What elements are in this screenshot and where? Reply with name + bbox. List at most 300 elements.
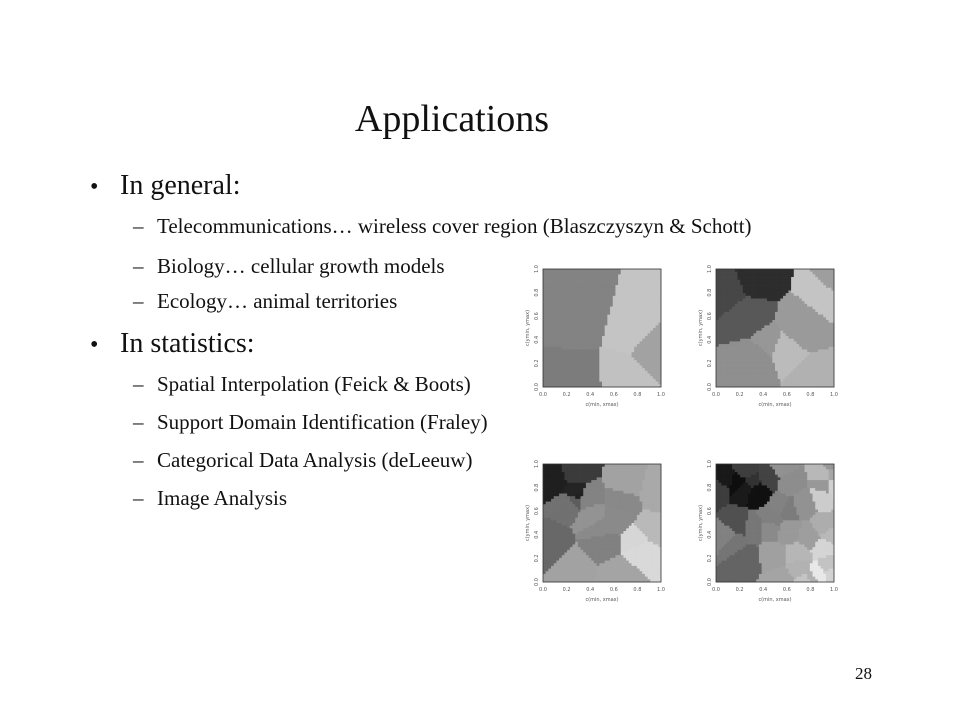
voronoi-cell: [575, 349, 578, 352]
voronoi-cell: [829, 304, 832, 307]
voronoi-cell: [586, 526, 589, 529]
voronoi-cell: [583, 293, 586, 296]
voronoi-cell: [716, 333, 719, 336]
voronoi-cell: [813, 363, 816, 366]
voronoi-cell: [591, 349, 594, 352]
voronoi-cell: [815, 269, 818, 272]
voronoi-cell: [613, 301, 616, 304]
voronoi-cell: [721, 371, 724, 374]
voronoi-cell: [546, 315, 549, 318]
voronoi-cell: [594, 523, 597, 526]
voronoi-cell: [719, 285, 722, 288]
voronoi-cell: [645, 331, 648, 334]
voronoi-cell: [578, 304, 581, 307]
voronoi-cell: [543, 366, 546, 369]
voronoi-cell: [727, 293, 730, 296]
voronoi-cell: [756, 347, 759, 350]
voronoi-cell: [754, 374, 757, 377]
voronoi-cell: [716, 341, 719, 344]
voronoi-cell: [640, 274, 643, 277]
voronoi-cell: [634, 518, 637, 521]
voronoi-cell: [610, 464, 613, 467]
voronoi-cell: [826, 352, 829, 355]
voronoi-cell: [556, 515, 559, 518]
voronoi-cell: [564, 317, 567, 320]
voronoi-cell: [751, 328, 754, 331]
voronoi-cell: [554, 347, 557, 350]
voronoi-cell: [637, 309, 640, 312]
voronoi-cell: [740, 309, 743, 312]
voronoi-cell: [748, 296, 751, 299]
voronoi-cell: [829, 282, 832, 285]
voronoi-cell: [621, 285, 624, 288]
voronoi-cell: [556, 317, 559, 320]
voronoi-cell: [802, 328, 805, 331]
voronoi-cell: [615, 507, 618, 510]
voronoi-cell: [648, 475, 651, 478]
voronoi-cell: [570, 280, 573, 283]
voronoi-cell: [796, 293, 799, 296]
voronoi-cell: [737, 317, 740, 320]
voronoi-cell: [721, 277, 724, 280]
voronoi-cell: [594, 299, 597, 302]
voronoi-cell: [656, 352, 659, 355]
voronoi-cell: [543, 312, 546, 315]
voronoi-cell: [729, 339, 732, 342]
voronoi-cell: [778, 315, 781, 318]
voronoi-cell: [591, 480, 594, 483]
voronoi-cell: [586, 323, 589, 326]
voronoi-cell: [573, 325, 576, 328]
voronoi-cell: [548, 344, 551, 347]
voronoi-cell: [724, 355, 727, 358]
voronoi-cell: [751, 349, 754, 352]
voronoi-cell: [788, 304, 791, 307]
voronoi-cell: [623, 285, 626, 288]
dash: –: [133, 289, 144, 313]
voronoi-cell: [554, 368, 557, 371]
voronoi-cell: [802, 347, 805, 350]
voronoi-cell: [764, 360, 767, 363]
voronoi-cell: [786, 296, 789, 299]
voronoi-cell: [615, 320, 618, 323]
voronoi-cell: [626, 469, 629, 472]
voronoi-cell: [591, 488, 594, 491]
voronoi-cell: [778, 333, 781, 336]
voronoi-cell: [650, 282, 653, 285]
voronoi-cell: [737, 376, 740, 379]
voronoi-cell: [607, 368, 610, 371]
voronoi-cell: [805, 344, 808, 347]
voronoi-cell: [581, 491, 584, 494]
voronoi-cell: [546, 349, 549, 352]
voronoi-cell: [554, 290, 557, 293]
voronoi-cell: [599, 363, 602, 366]
voronoi-cell: [570, 315, 573, 318]
voronoi-cell: [564, 333, 567, 336]
voronoi-cell: [764, 379, 767, 382]
voronoi-cell: [623, 282, 626, 285]
voronoi-cell: [551, 480, 554, 483]
voronoi-cell: [573, 360, 576, 363]
voronoi-cell: [543, 499, 546, 502]
voronoi-cell: [597, 360, 600, 363]
voronoi-cell: [813, 366, 816, 369]
voronoi-cell: [737, 312, 740, 315]
voronoi-cell: [650, 336, 653, 339]
voronoi-cell: [632, 523, 635, 526]
voronoi-cell: [794, 347, 797, 350]
voronoi-cell: [735, 285, 738, 288]
voronoi-cell: [743, 360, 746, 363]
voronoi-cell: [740, 371, 743, 374]
voronoi-cell: [645, 307, 648, 310]
voronoi-cell: [648, 512, 651, 515]
voronoi-cell: [786, 333, 789, 336]
voronoi-cell: [607, 469, 610, 472]
voronoi-cell: [602, 504, 605, 507]
voronoi-cell: [799, 274, 802, 277]
voronoi-cell: [653, 347, 656, 350]
voronoi-cell: [642, 526, 645, 529]
voronoi-cell: [573, 368, 576, 371]
voronoi-cell: [632, 360, 635, 363]
voronoi-cell: [607, 475, 610, 478]
voronoi-cell: [751, 282, 754, 285]
voronoi-cell: [729, 282, 732, 285]
voronoi-cell: [796, 277, 799, 280]
voronoi-cell: [546, 526, 549, 529]
voronoi-cell: [737, 355, 740, 358]
voronoi-cell: [775, 285, 778, 288]
voronoi-cell: [645, 352, 648, 355]
voronoi-cell: [589, 290, 592, 293]
voronoi-cell: [818, 293, 821, 296]
voronoi-cell: [591, 472, 594, 475]
x-axis-label: c(min, xmax): [758, 402, 792, 408]
voronoi-cell: [807, 333, 810, 336]
voronoi-cell: [656, 309, 659, 312]
voronoi-cell: [778, 360, 781, 363]
voronoi-cell: [740, 323, 743, 326]
voronoi-cell: [632, 485, 635, 488]
voronoi-cell: [823, 331, 826, 334]
voronoi-cell: [623, 502, 626, 505]
voronoi-cell: [727, 299, 730, 302]
voronoi-cell: [772, 328, 775, 331]
voronoi-cell: [751, 374, 754, 377]
voronoi-cell: [591, 296, 594, 299]
voronoi-cell: [634, 277, 637, 280]
voronoi-cell: [594, 331, 597, 334]
voronoi-cell: [610, 491, 613, 494]
voronoi-cell: [615, 358, 618, 361]
voronoi-cell: [551, 272, 554, 275]
voronoi-cell: [724, 371, 727, 374]
voronoi-cell: [632, 358, 635, 361]
voronoi-cell: [554, 485, 557, 488]
voronoi-cell: [642, 285, 645, 288]
voronoi-cell: [799, 341, 802, 344]
voronoi-cell: [567, 528, 570, 531]
voronoi-cell: [551, 464, 554, 467]
voronoi-cell: [637, 507, 640, 510]
voronoi-cell: [796, 282, 799, 285]
voronoi-cell: [554, 299, 557, 302]
bullet-dot: •: [90, 174, 99, 200]
voronoi-cell: [621, 344, 624, 347]
voronoi-cell: [607, 371, 610, 374]
voronoi-cell: [780, 352, 783, 355]
voronoi-cell: [740, 349, 743, 352]
voronoi-cell: [575, 366, 578, 369]
voronoi-cell: [634, 347, 637, 350]
voronoi-cell: [783, 290, 786, 293]
voronoi-cell: [634, 526, 637, 529]
voronoi-cell: [743, 288, 746, 291]
voronoi-cell: [746, 336, 749, 339]
voronoi-cell: [581, 464, 584, 467]
voronoi-cell: [586, 494, 589, 497]
voronoi-cell: [640, 333, 643, 336]
voronoi-cell: [554, 358, 557, 361]
voronoi-cell: [799, 344, 802, 347]
voronoi-cell: [602, 304, 605, 307]
voronoi-cell: [597, 290, 600, 293]
voronoi-cell: [632, 304, 635, 307]
voronoi-cell: [564, 307, 567, 310]
voronoi-cell: [645, 344, 648, 347]
voronoi-cell: [642, 304, 645, 307]
voronoi-cell: [640, 320, 643, 323]
voronoi-cell: [578, 317, 581, 320]
voronoi-cell: [748, 341, 751, 344]
voronoi-cell: [740, 344, 743, 347]
voronoi-cell: [613, 374, 616, 377]
voronoi-cell: [626, 331, 629, 334]
voronoi-cell: [735, 363, 738, 366]
voronoi-cell: [759, 347, 762, 350]
voronoi-cell: [559, 333, 562, 336]
voronoi-cell: [751, 299, 754, 302]
voronoi-cell: [818, 280, 821, 283]
voronoi-cell: [737, 336, 740, 339]
voronoi-cell: [640, 483, 643, 486]
voronoi-cell: [575, 371, 578, 374]
voronoi-cell: [602, 312, 605, 315]
voronoi-cell: [621, 290, 624, 293]
voronoi-cell: [546, 290, 549, 293]
voronoi-cell: [796, 312, 799, 315]
voronoi-cell: [637, 282, 640, 285]
voronoi-cell: [802, 374, 805, 377]
voronoi-cell: [575, 464, 578, 467]
voronoi-cell: [615, 366, 618, 369]
voronoi-cell: [562, 480, 565, 483]
voronoi-cell: [740, 282, 743, 285]
voronoi-cell: [813, 341, 816, 344]
voronoi-cell: [735, 269, 738, 272]
voronoi-cell: [613, 382, 616, 385]
voronoi-cell: [583, 277, 586, 280]
voronoi-cell: [759, 312, 762, 315]
voronoi-cell: [567, 496, 570, 499]
voronoi-cell: [778, 317, 781, 320]
voronoi-cell: [543, 355, 546, 358]
voronoi-cell: [632, 467, 635, 470]
voronoi-cell: [548, 328, 551, 331]
voronoi-cell: [815, 368, 818, 371]
voronoi-cell: [721, 382, 724, 385]
voronoi-cell: [575, 499, 578, 502]
voronoi-cell: [650, 523, 653, 526]
voronoi-cell: [813, 274, 816, 277]
voronoi-cell: [818, 323, 821, 326]
voronoi-cell: [751, 277, 754, 280]
voronoi-cell: [578, 347, 581, 350]
voronoi-cell: [810, 320, 813, 323]
voronoi-cell: [613, 512, 616, 515]
voronoi-cell: [634, 339, 637, 342]
voronoi-cell: [746, 325, 749, 328]
voronoi-cell: [621, 328, 624, 331]
voronoi-cell: [821, 269, 824, 272]
voronoi-cell: [629, 523, 632, 526]
voronoi-cell: [767, 277, 770, 280]
voronoi-cell: [570, 464, 573, 467]
voronoi-cell: [629, 379, 632, 382]
voronoi-cell: [721, 376, 724, 379]
voronoi-cell: [583, 304, 586, 307]
voronoi-cell: [594, 366, 597, 369]
voronoi-cell: [610, 344, 613, 347]
voronoi-cell: [610, 290, 613, 293]
voronoi-cell: [805, 379, 808, 382]
voronoi-cell: [578, 464, 581, 467]
voronoi-cell: [632, 296, 635, 299]
voronoi-cell: [829, 376, 832, 379]
x-tick-label: 0.0: [539, 392, 547, 398]
voronoi-cell: [786, 282, 789, 285]
voronoi-cell: [637, 494, 640, 497]
voronoi-cell: [570, 366, 573, 369]
voronoi-cell: [618, 491, 621, 494]
voronoi-cell: [578, 312, 581, 315]
voronoi-cell: [548, 523, 551, 526]
voronoi-cell: [656, 523, 659, 526]
voronoi-cell: [767, 352, 770, 355]
voronoi-cell: [559, 299, 562, 302]
voronoi-cell: [727, 285, 730, 288]
voronoi-cell: [650, 309, 653, 312]
voronoi-cell: [626, 328, 629, 331]
voronoi-cell: [634, 269, 637, 272]
voronoi-cell: [551, 504, 554, 507]
voronoi-cell: [602, 290, 605, 293]
voronoi-cell: [618, 366, 621, 369]
voronoi-cell: [567, 272, 570, 275]
voronoi-cell: [632, 315, 635, 318]
voronoi-cell: [821, 288, 824, 291]
voronoi-cell: [799, 312, 802, 315]
voronoi-cell: [732, 285, 735, 288]
voronoi-cell: [613, 312, 616, 315]
voronoi-cell: [605, 499, 608, 502]
voronoi-cell: [762, 293, 765, 296]
voronoi-cell: [737, 307, 740, 310]
voronoi-cell: [618, 277, 621, 280]
voronoi-cell: [786, 347, 789, 350]
voronoi-cell: [610, 304, 613, 307]
voronoi-cell: [586, 277, 589, 280]
voronoi-cell: [589, 379, 592, 382]
voronoi-cell: [594, 374, 597, 377]
voronoi-cell: [813, 371, 816, 374]
voronoi-cell: [748, 272, 751, 275]
voronoi-cell: [815, 309, 818, 312]
voronoi-cell: [640, 376, 643, 379]
voronoi-cell: [648, 320, 651, 323]
voronoi-cell: [788, 360, 791, 363]
voronoi-cell: [559, 269, 562, 272]
voronoi-cell: [737, 366, 740, 369]
voronoi-cell: [805, 301, 808, 304]
voronoi-cell: [648, 467, 651, 470]
voronoi-cell: [602, 368, 605, 371]
voronoi-cell: [823, 301, 826, 304]
voronoi-cell: [562, 523, 565, 526]
voronoi-cell: [597, 494, 600, 497]
voronoi-cell: [737, 360, 740, 363]
voronoi-cell: [556, 528, 559, 531]
voronoi-cell: [772, 307, 775, 310]
voronoi-cell: [783, 360, 786, 363]
voronoi-cell: [778, 328, 781, 331]
voronoi-cell: [634, 496, 637, 499]
voronoi-cell: [583, 371, 586, 374]
voronoi-cell: [754, 341, 757, 344]
voronoi-cell: [556, 328, 559, 331]
voronoi-cell: [764, 349, 767, 352]
voronoi-cell: [743, 272, 746, 275]
voronoi-cell: [559, 371, 562, 374]
voronoi-cell: [729, 358, 732, 361]
voronoi-cell: [650, 352, 653, 355]
voronoi-cell: [770, 331, 773, 334]
voronoi-cell: [640, 523, 643, 526]
voronoi-cell: [829, 339, 832, 342]
voronoi-cell: [564, 344, 567, 347]
voronoi-cell: [551, 296, 554, 299]
voronoi-cell: [813, 288, 816, 291]
voronoi-cell: [583, 507, 586, 510]
voronoi-cell: [645, 355, 648, 358]
voronoi-cell: [780, 325, 783, 328]
voronoi-cell: [626, 277, 629, 280]
voronoi-cell: [786, 328, 789, 331]
voronoi-cell: [716, 379, 719, 382]
voronoi-cell: [615, 315, 618, 318]
voronoi-cell: [810, 296, 813, 299]
voronoi-cell: [799, 333, 802, 336]
voronoi-cell: [648, 299, 651, 302]
voronoi-cell: [799, 282, 802, 285]
voronoi-cell: [775, 320, 778, 323]
voronoi-cell: [748, 352, 751, 355]
voronoi-cell: [805, 304, 808, 307]
voronoi-cell: [719, 339, 722, 342]
voronoi-cell: [737, 282, 740, 285]
